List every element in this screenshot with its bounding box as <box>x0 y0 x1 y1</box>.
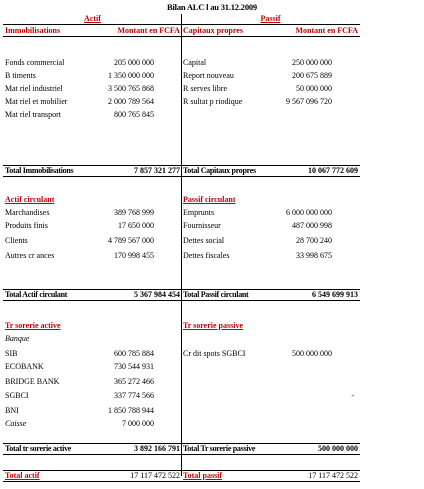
row-marchandises <box>3 207 182 218</box>
row-dettes-fiscales <box>181 250 360 261</box>
actif-circulant-heading <box>3 194 182 205</box>
row-value: 6 549 699 913 <box>312 290 358 299</box>
row-label: Passif circulant <box>183 195 236 204</box>
col-value: Montant en FCFA <box>117 26 180 35</box>
row-label: ECOBANK <box>5 362 44 371</box>
row-value: 17 117 472 522 <box>308 471 358 480</box>
row-materiel-industriel <box>3 83 182 94</box>
row-label: Produits finis <box>5 221 48 230</box>
row-value: 1 850 788 944 <box>108 406 154 415</box>
row-value: - <box>351 391 354 400</box>
row-autres-creances <box>3 250 182 261</box>
row-dash <box>181 390 360 401</box>
tresorerie-active-heading <box>3 320 182 331</box>
row-label: Mat riel transport <box>5 110 61 119</box>
row-label: B timents <box>5 71 36 80</box>
row-value: 33 998 675 <box>296 251 332 260</box>
row-value: 7 857 321 277 <box>134 166 180 175</box>
row-label: Emprunts <box>183 208 215 217</box>
row-label: Report nouveau <box>183 71 234 80</box>
total-passif <box>181 470 360 482</box>
row-value: 600 785 884 <box>114 349 154 358</box>
row-label: Actif circulant <box>5 195 55 204</box>
row-value: 337 774 566 <box>114 391 154 400</box>
center-divider <box>181 14 182 476</box>
row-label: Capital <box>183 58 207 67</box>
total-immobilisations <box>3 165 182 177</box>
row-value: 28 700 240 <box>296 236 332 245</box>
row-label: Total Passif circulant <box>183 290 249 299</box>
row-value: 200 675 889 <box>292 71 332 80</box>
row-label: Fournisseur <box>183 221 221 230</box>
col-label: Immobilisations <box>5 26 61 35</box>
row-resultat-periodique <box>181 96 360 107</box>
row-label: Total actif <box>5 471 40 480</box>
row-clients <box>3 235 182 246</box>
actif-header: Actif <box>3 14 182 25</box>
row-label: Banque <box>5 334 30 343</box>
row-produits-finis <box>3 220 182 231</box>
row-value: 17 650 000 <box>118 221 154 230</box>
row-label: Mat riel industriel <box>5 84 63 93</box>
row-value: 9 567 096 720 <box>286 97 332 106</box>
row-materiel-mobilier <box>3 96 182 107</box>
row-label: Marchandises <box>5 208 50 217</box>
row-value: 500 000 000 <box>318 444 358 453</box>
row-label: Fonds commercial <box>5 58 65 67</box>
passif-header: Passif <box>181 14 360 25</box>
row-value: 205 000 000 <box>114 58 154 67</box>
row-label: SGBCI <box>5 391 29 400</box>
actif-body <box>3 37 182 480</box>
row-sgbci <box>3 390 182 401</box>
row-sib <box>3 348 182 359</box>
row-label: Dettes fiscales <box>183 251 230 260</box>
row-value: 730 544 931 <box>114 362 154 371</box>
passif-body <box>181 37 360 480</box>
row-label: SIB <box>5 349 18 358</box>
col-label: Capitaux propres <box>183 26 243 35</box>
total-actif-circulant <box>3 289 182 301</box>
row-value: 4 789 567 000 <box>108 236 154 245</box>
passif-panel <box>181 14 360 480</box>
tresorerie-passive-heading <box>181 320 360 331</box>
actif-panel <box>3 14 182 480</box>
row-label: Mat riel et mobilier <box>5 97 68 106</box>
row-report-nouveau <box>181 70 360 81</box>
total-passif-circulant <box>181 289 360 301</box>
row-dettes-social <box>181 235 360 246</box>
document-title: Bilan ALC l au 31.12.2009 <box>167 2 257 12</box>
row-label: Tr sorerie passive <box>183 321 243 330</box>
row-value: 50 000 000 <box>296 84 332 93</box>
banque-subheading <box>3 333 182 344</box>
row-label: Total tr sorerie active <box>5 444 72 453</box>
row-value: 500 000 000 <box>292 349 332 358</box>
row-label: BNI <box>5 406 19 415</box>
row-value: 3 892 166 791 <box>134 444 180 453</box>
row-value: 250 000 000 <box>292 58 332 67</box>
row-batiments <box>3 70 182 81</box>
row-label: Clients <box>5 236 28 245</box>
row-capital <box>181 57 360 68</box>
total-tresorerie-passive <box>181 443 360 455</box>
row-label: Cr dit spots SGBCI <box>183 349 246 358</box>
row-value: 3 500 765 868 <box>108 84 154 93</box>
total-capitaux-propres <box>181 165 360 177</box>
row-emprunts <box>181 207 360 218</box>
row-label: R sultat p riodique <box>183 97 243 106</box>
row-value: 6 000 000 000 <box>286 208 332 217</box>
row-caisse <box>3 418 182 429</box>
row-label: R serves libre <box>183 84 227 93</box>
total-tresorerie-active <box>3 443 182 455</box>
passif-column-header <box>181 25 360 37</box>
actif-column-header <box>3 25 182 37</box>
col-value: Montant en FCFA <box>295 26 358 35</box>
row-value: 5 367 984 454 <box>134 290 180 299</box>
row-label: Total passif <box>183 471 223 480</box>
row-value: 7 000 000 <box>122 419 154 428</box>
row-ecobank <box>3 361 182 372</box>
row-label: Total Immobilisations <box>5 166 74 175</box>
row-fournisseur <box>181 220 360 231</box>
passif-circulant-heading <box>181 194 360 205</box>
row-label: BRIDGE BANK <box>5 377 60 386</box>
row-materiel-transport <box>3 109 182 120</box>
row-value: 487 000 998 <box>292 221 332 230</box>
row-value: 800 765 845 <box>114 110 154 119</box>
row-fonds-commercial <box>3 57 182 68</box>
row-value: 17 117 472 522 <box>130 471 180 480</box>
row-bni <box>3 405 182 416</box>
row-bridge-bank <box>3 376 182 387</box>
row-value: 10 067 772 609 <box>308 166 358 175</box>
row-label: Caisse <box>5 419 27 428</box>
total-actif <box>3 470 182 482</box>
row-value: 170 998 455 <box>114 251 154 260</box>
row-label: Total Actif circulant <box>5 290 68 299</box>
row-value: 2 000 789 564 <box>108 97 154 106</box>
row-value: 365 272 466 <box>114 377 154 386</box>
row-value: 389 768 999 <box>114 208 154 217</box>
row-value: 1 350 000 000 <box>108 71 154 80</box>
row-label: Total Tr sorerie passive <box>183 444 256 453</box>
row-label: Total Capitaux propres <box>183 166 256 175</box>
row-label: Dettes social <box>183 236 225 245</box>
row-credit-spots-sgbci <box>181 348 360 359</box>
row-reserves-libre <box>181 83 360 94</box>
row-label: Autres cr ances <box>5 251 55 260</box>
row-label: Tr sorerie active <box>5 321 61 330</box>
